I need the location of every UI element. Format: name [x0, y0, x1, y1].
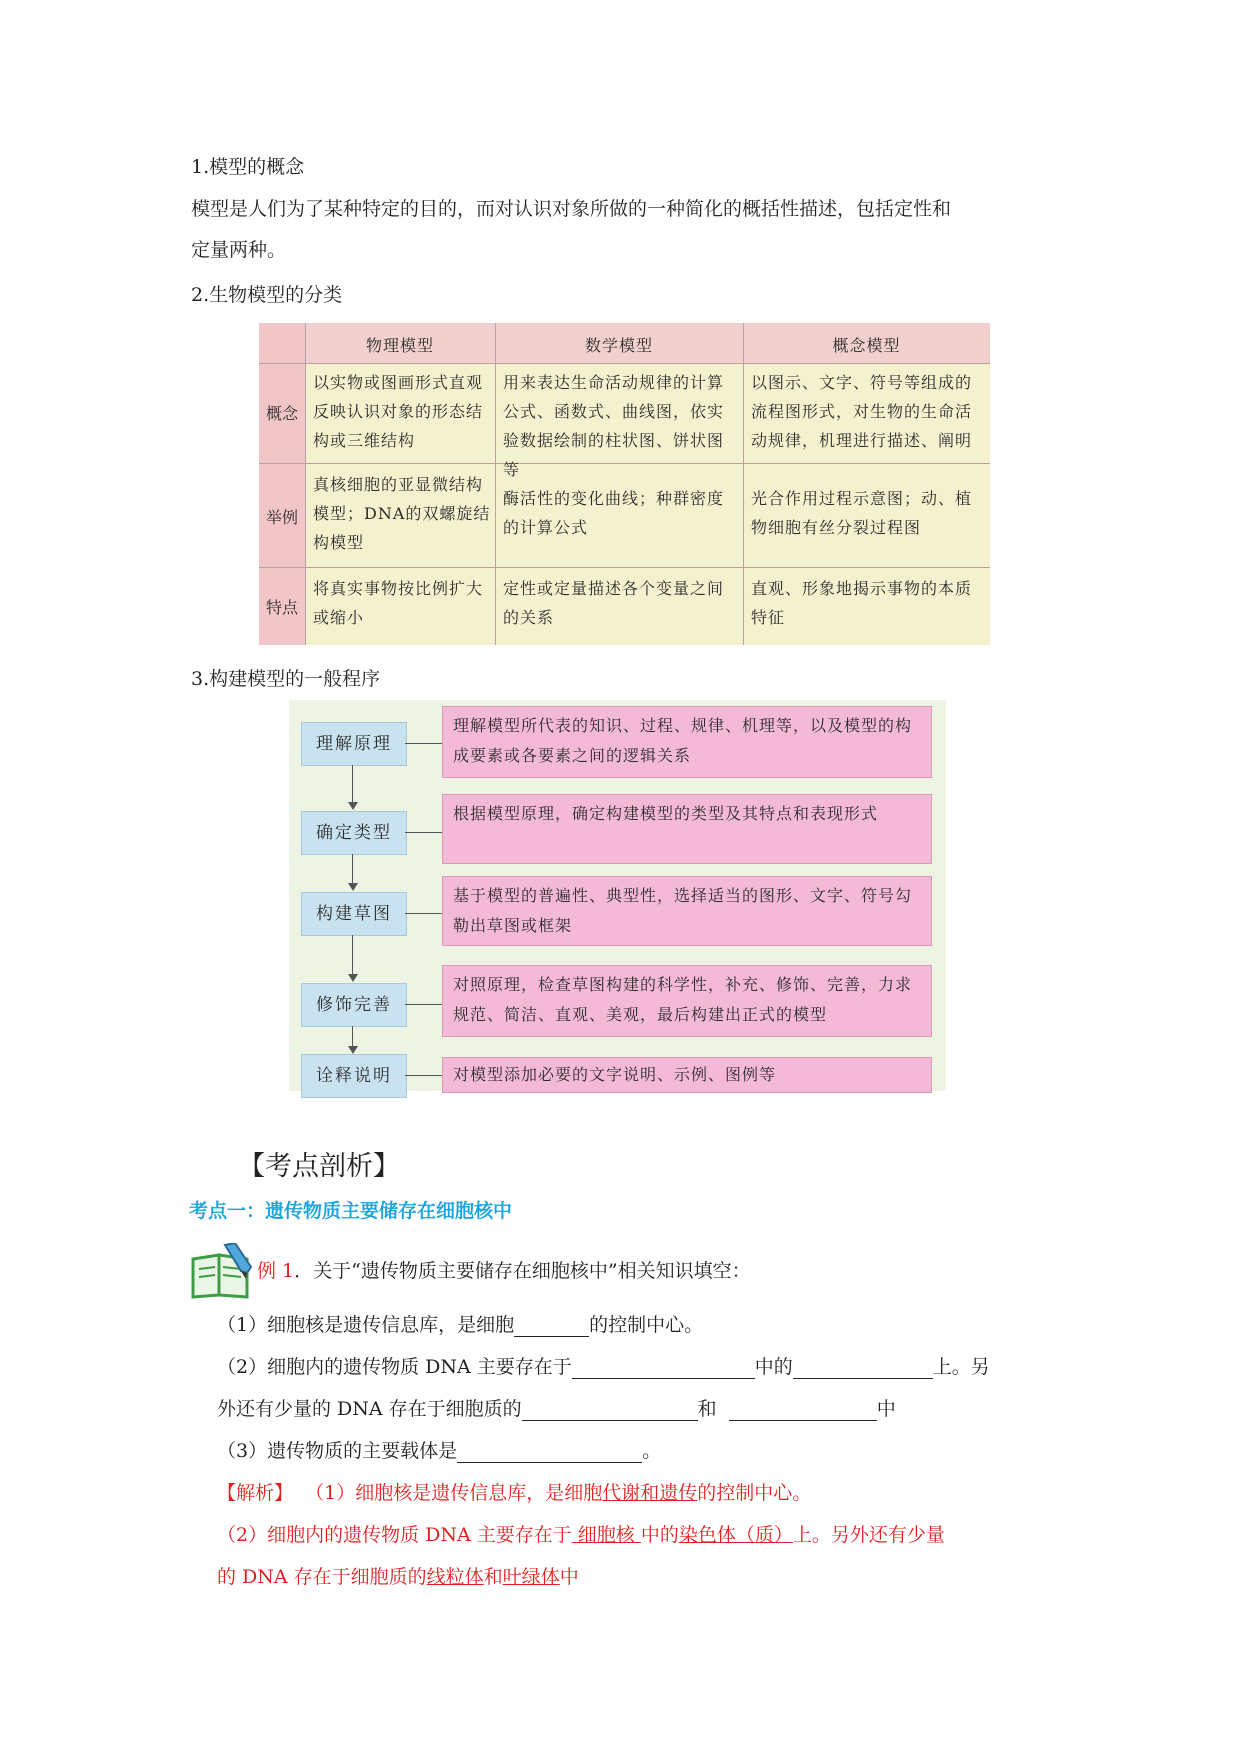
ans3-text-c: 中 — [559, 1566, 579, 1588]
q2-text-a: （2）细胞内的遗传物质 DNA 主要存在于 — [217, 1356, 572, 1378]
ans1-text-a: （1）细胞核是遗传信息库，是细胞 — [305, 1482, 603, 1504]
answer-label: 【解析】 — [217, 1482, 294, 1504]
flow-arrow — [352, 1026, 353, 1048]
q2-text-b: 中的 — [754, 1356, 793, 1378]
flow-step: 修饰完善 — [301, 983, 407, 1027]
section1-line2: 定量两种。 — [191, 239, 287, 261]
table-cell: 以图示、文字、符号等组成的流程图形式，对生物的生命活动规律，机理进行描述、阐明 — [751, 373, 973, 450]
flow-arrowhead — [348, 1046, 358, 1054]
q2-text-d: 外还有少量的 DNA 存在于细胞质的 — [217, 1398, 522, 1420]
ans2-underline-1: 细胞核 — [571, 1524, 641, 1546]
analysis-title: 【考点剖析】 — [238, 1151, 400, 1182]
section3-heading: 3.构建模型的一般程序 — [191, 668, 381, 690]
example-text: ．关于“遗传物质主要储存在细胞核中”相关知识填空： — [294, 1260, 751, 1282]
q2-text-f: 中 — [876, 1398, 896, 1420]
flow-connector — [405, 832, 442, 833]
header-physical: 物理模型 — [365, 336, 434, 355]
flow-step: 诠释说明 — [301, 1054, 407, 1098]
flow-step: 理解原理 — [301, 722, 407, 766]
ans2-text-b: 中的 — [640, 1524, 679, 1546]
flow-step: 构建草图 — [301, 892, 407, 936]
table-cell: 以实物或图画形式直观反映认识对象的形态结构或三维结构 — [313, 373, 484, 450]
question-1 — [217, 1310, 703, 1337]
section1-line1: 模型是人们为了某种特定的目的，而对认识对象所做的一种简化的概括性描述，包括定性和 — [191, 198, 952, 220]
flow-arrowhead — [348, 802, 358, 810]
table-cell: 定性或定量描述各个变量之间的关系 — [503, 579, 725, 627]
row-label: 概念 — [265, 404, 298, 423]
flow-desc: 基于模型的普遍性、典型性，选择适当的图形、文字、符号勾勒出草图或框架 — [442, 876, 932, 946]
ans3-underline-2: 叶绿体 — [502, 1566, 560, 1588]
flow-arrow — [352, 854, 353, 884]
header-concept: 概念模型 — [832, 336, 901, 355]
q1-blank[interactable] — [514, 1316, 589, 1337]
flow-desc: 对模型添加必要的文字说明、示例、图例等 — [442, 1057, 932, 1093]
q2-text-c: 上。另 — [932, 1356, 990, 1378]
question-2 — [217, 1352, 990, 1379]
table-cell: 真核细胞的亚显微结构模型；DNA的双螺旋结构模型 — [313, 475, 491, 552]
ans2-text-a: （2）细胞内的遗传物质 DNA 主要存在于 — [217, 1524, 572, 1546]
question-2-cont — [217, 1394, 896, 1421]
q1-text-a: （1）细胞核是遗传信息库，是细胞 — [217, 1314, 515, 1336]
flow-step: 确定类型 — [301, 811, 407, 855]
table-divider — [495, 323, 496, 645]
answer-line-3 — [217, 1562, 579, 1589]
q2-blank-1[interactable] — [572, 1358, 755, 1379]
table-cell: 将真实事物按比例扩大或缩小 — [313, 579, 484, 627]
flow-desc: 对照原理，检查草图构建的科学性，补充、修饰、完善，力求规范、简洁、直观、美观，最后构建出正式的模型 — [442, 965, 932, 1037]
table-cell: 酶活性的变化曲线；种群密度的计算公式 — [503, 489, 725, 537]
q2-text-e: 和 — [697, 1398, 717, 1420]
header-math: 数学模型 — [584, 336, 653, 355]
flow-connector — [405, 1075, 442, 1076]
section2-heading: 2.生物模型的分类 — [191, 284, 343, 306]
flow-desc: 理解模型所代表的知识、过程、规律、机理等，以及模型的构成要素或各要素之间的逻辑关系 — [442, 706, 932, 778]
ans1-text-b: 的控制中心。 — [697, 1482, 812, 1504]
row-label: 举例 — [265, 508, 298, 527]
flow-connector — [405, 913, 442, 914]
table-cell: 光合作用过程示意图；动、植物细胞有丝分裂过程图 — [751, 489, 973, 537]
table-cell: 直观、形象地揭示事物的本质特征 — [751, 579, 973, 627]
flow-arrowhead — [348, 883, 358, 891]
answer-line-2 — [217, 1520, 945, 1547]
q2-blank-2[interactable] — [793, 1358, 933, 1379]
table-divider — [259, 567, 990, 568]
q3-text-a: （3）遗传物质的主要载体是 — [217, 1440, 458, 1462]
answer-line-1 — [217, 1478, 811, 1505]
q3-text-b: 。 — [642, 1440, 662, 1462]
ans3-text-a: 的 DNA 存在于细胞质的 — [217, 1566, 427, 1588]
flow-arrowhead — [348, 974, 358, 982]
flow-arrow — [352, 935, 353, 975]
flow-arrow — [352, 765, 353, 803]
section1-heading: 1.模型的概念 — [191, 156, 305, 178]
flow-desc: 根据模型原理，确定构建模型的类型及其特点和表现形式 — [442, 794, 932, 864]
model-classification-table — [259, 323, 990, 645]
model-building-flowchart — [289, 700, 946, 1091]
q2-blank-4[interactable] — [729, 1400, 877, 1421]
example-line — [257, 1256, 751, 1283]
table-divider — [743, 323, 744, 645]
point-title: 考点一：遗传物质主要储存在细胞核中 — [189, 1200, 513, 1222]
table-cell: 用来表达生命活动规律的计算公式、函数式、曲线图，依实验数据绘制的柱状图、饼状图等 — [503, 373, 725, 479]
example-label: 例 1 — [257, 1260, 295, 1282]
flow-connector — [405, 743, 442, 744]
q2-blank-3[interactable] — [522, 1400, 698, 1421]
notebook-pencil-icon — [189, 1243, 255, 1299]
ans2-underline-2: 染色体（质） — [678, 1524, 793, 1546]
table-divider — [259, 363, 990, 364]
q1-text-b: 的控制中心。 — [589, 1314, 704, 1336]
ans1-underline: 代谢和遗传 — [602, 1482, 698, 1504]
row-label: 特点 — [265, 598, 298, 617]
ans2-text-c: 上。另外还有少量 — [792, 1524, 945, 1546]
ans3-text-b: 和 — [483, 1566, 503, 1588]
question-3 — [217, 1436, 661, 1463]
q3-blank[interactable] — [457, 1442, 642, 1463]
ans3-underline-1: 线粒体 — [426, 1566, 484, 1588]
table-divider — [305, 323, 306, 645]
flow-connector — [405, 1004, 442, 1005]
